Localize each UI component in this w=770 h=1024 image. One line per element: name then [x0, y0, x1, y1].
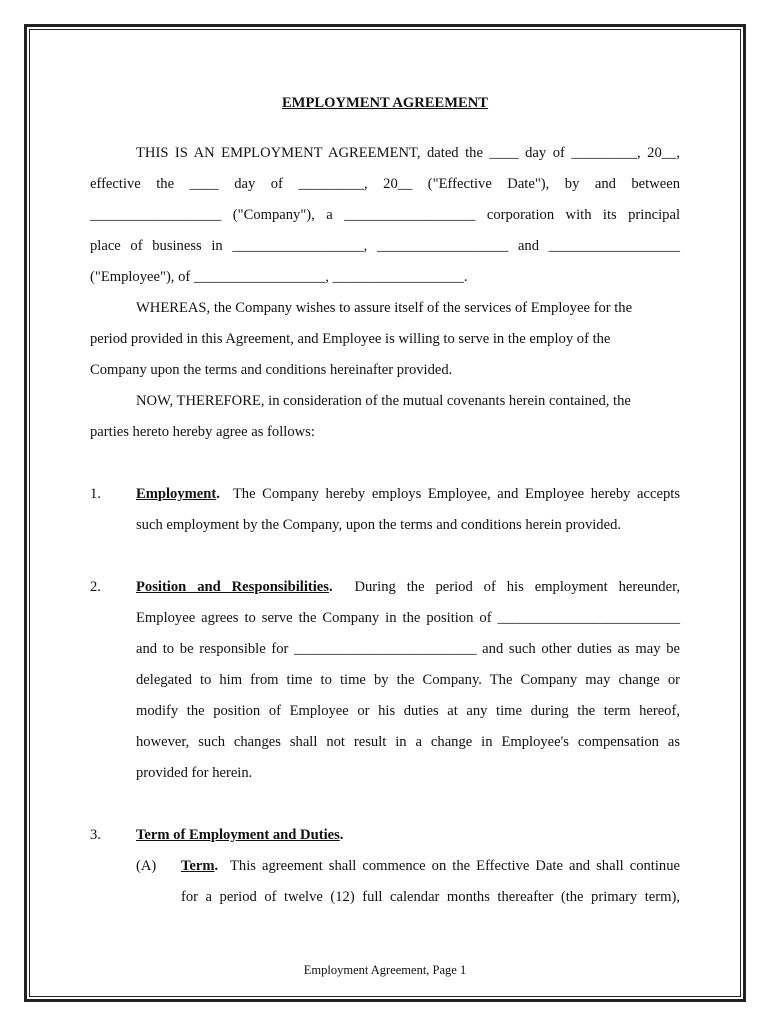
document-title: EMPLOYMENT AGREEMENT: [281, 95, 489, 111]
whereas-line: WHEREAS, the Company wishes to assure itself of the services of Employee for the: [136, 300, 633, 316]
now-therefore-line: NOW, THEREFORE, in consideration of the mutual covenants herein contained, the: [136, 393, 631, 409]
intro-line: effective the ____ day of _________, 20__ ("Effective Date"), by and between: [90, 176, 680, 192]
section-2-line: and to be responsible for _________________________ and such other duties as may be: [136, 641, 680, 657]
intro-line: __________________ ("Company"), a __________________ corporation with its principal: [90, 207, 680, 223]
whereas-line: period provided in this Agreement, and Employee is willing to serve in the employ of the: [90, 331, 611, 347]
section-1-text: The Company hereby employs Employee, and Employee hereby accepts: [232, 486, 680, 502]
section-3a-line: Term. This agreement shall commence on the Effective Date and shall continue: [181, 858, 680, 874]
section-3-heading: Term of Employment and Duties: [136, 827, 340, 843]
section-2-number: 2.: [90, 579, 101, 595]
section-1-number: 1.: [90, 486, 101, 502]
section-2-line: Position and Responsibilities. During the period of his employment hereunder,: [136, 579, 680, 595]
section-3a-label: (A): [136, 858, 157, 874]
intro-line: THIS IS AN EMPLOYMENT AGREEMENT, dated the ____ day of _________, 20__,: [136, 145, 680, 161]
section-2-line: however, such changes shall not result in a change in Employee's compensation as: [136, 734, 680, 750]
section-2-text: During the period of his employment hereunder,: [354, 579, 680, 595]
section-2-line: provided for herein.: [136, 765, 253, 781]
section-3-line: Term of Employment and Duties.: [136, 827, 344, 843]
section-1-line: such employment by the Company, upon the terms and conditions herein provided.: [136, 517, 622, 533]
intro-line: ("Employee"), of __________________, __________________.: [90, 269, 468, 285]
section-3a-text: This agreement shall commence on the Effective Date and shall continue: [230, 858, 680, 874]
section-3-number: 3.: [90, 827, 101, 843]
section-3a-heading: Term: [181, 858, 215, 874]
section-1-heading: Employment: [136, 486, 217, 502]
now-therefore-line: parties hereto hereby agree as follows:: [90, 424, 315, 440]
intro-line: place of business in __________________, __________________ and __________________: [90, 238, 680, 254]
page-footer: Employment Agreement, Page 1: [303, 963, 467, 977]
section-2-line: modify the position of Employee or his duties at any time during the term hereof,: [136, 703, 680, 719]
section-2-heading: Position and Responsibilities: [136, 579, 329, 595]
whereas-line: Company upon the terms and conditions hereinafter provided.: [90, 362, 453, 378]
section-1-line: Employment. The Company hereby employs Employee, and Employee hereby accepts: [136, 486, 680, 502]
section-3a-line: for a period of twelve (12) full calendar months thereafter (the primary term),: [181, 889, 680, 905]
section-2-line: Employee agrees to serve the Company in the position of _________________________: [136, 610, 680, 626]
section-2-line: delegated to him from time to time by the Company. The Company may change or: [136, 672, 680, 688]
